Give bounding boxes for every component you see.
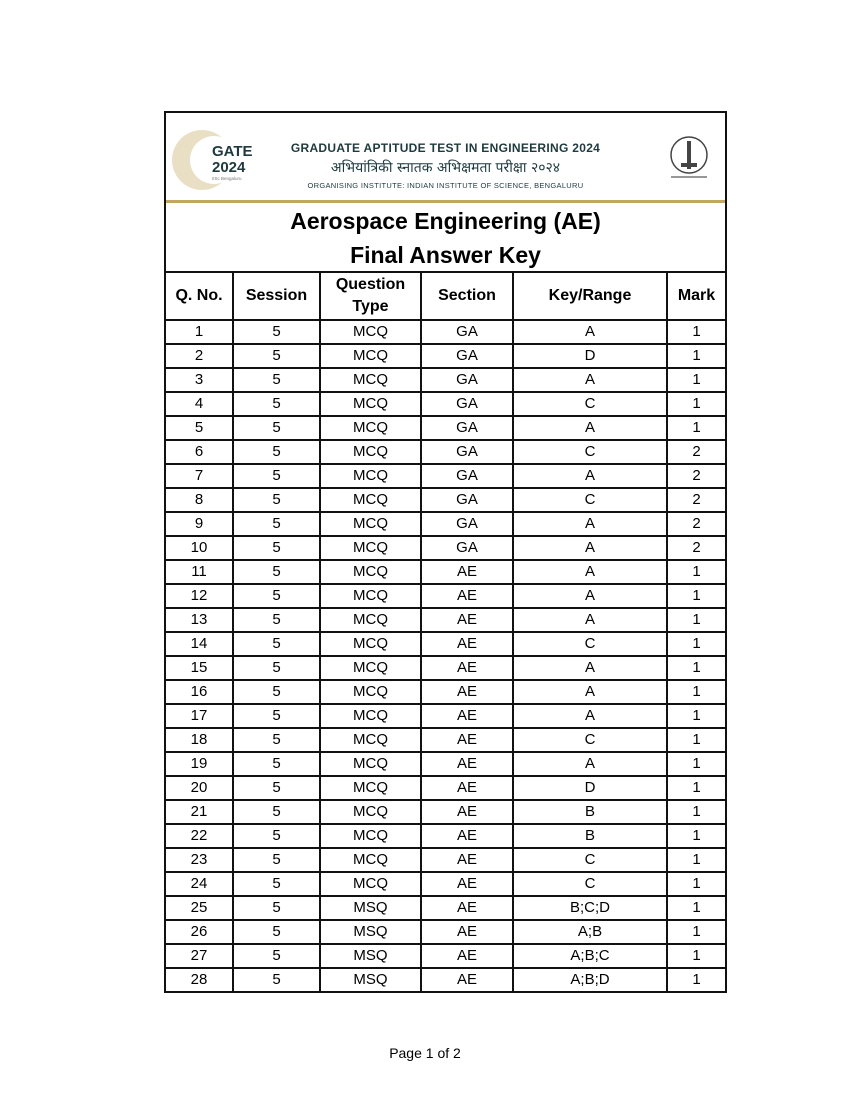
iisc-emblem-icon	[663, 133, 715, 183]
cell-qno: 28	[166, 968, 233, 991]
cell-mark: 1	[667, 704, 725, 728]
cell-section: AE	[421, 872, 513, 896]
cell-key-range: C	[513, 392, 667, 416]
cell-section: GA	[421, 512, 513, 536]
table-row	[166, 896, 725, 920]
cell-question-type: MCQ	[320, 776, 421, 800]
cell-question-type: MCQ	[320, 584, 421, 608]
cell-key-range: A	[513, 584, 667, 608]
cell-key-range: C	[513, 440, 667, 464]
cell-key-range: A	[513, 512, 667, 536]
cell-mark: 1	[667, 560, 725, 584]
cell-qno: 6	[166, 440, 233, 464]
table-row	[166, 848, 725, 872]
cell-session: 5	[233, 584, 320, 608]
table-row	[166, 416, 725, 440]
page-title	[166, 203, 725, 273]
cell-session: 5	[233, 320, 320, 344]
table-row	[166, 440, 725, 464]
cell-question-type: MCQ	[320, 848, 421, 872]
cell-session: 5	[233, 632, 320, 656]
cell-key-range: A;B	[513, 920, 667, 944]
cell-qno: 16	[166, 680, 233, 704]
cell-section: GA	[421, 368, 513, 392]
table-row	[166, 632, 725, 656]
cell-section: AE	[421, 800, 513, 824]
cell-mark: 1	[667, 632, 725, 656]
cell-question-type: MSQ	[320, 968, 421, 991]
cell-mark: 1	[667, 368, 725, 392]
cell-key-range: A	[513, 752, 667, 776]
cell-qno: 3	[166, 368, 233, 392]
cell-qno: 14	[166, 632, 233, 656]
table-row	[166, 920, 725, 944]
table-row	[166, 704, 725, 728]
cell-mark: 2	[667, 512, 725, 536]
table-row	[166, 344, 725, 368]
cell-qno: 8	[166, 488, 233, 512]
cell-mark: 1	[667, 416, 725, 440]
cell-qno: 20	[166, 776, 233, 800]
logo-subtext: IISc Bengaluru	[212, 176, 242, 181]
cell-session: 5	[233, 512, 320, 536]
cell-key-range: D	[513, 344, 667, 368]
cell-key-range: C	[513, 488, 667, 512]
cell-section: GA	[421, 464, 513, 488]
cell-question-type: MCQ	[320, 464, 421, 488]
cell-mark: 1	[667, 776, 725, 800]
cell-key-range: A	[513, 416, 667, 440]
cell-key-range: C	[513, 632, 667, 656]
answer-key-table	[166, 273, 725, 991]
cell-mark: 1	[667, 656, 725, 680]
table-row	[166, 800, 725, 824]
cell-qno: 13	[166, 608, 233, 632]
table-row	[166, 680, 725, 704]
cell-mark: 2	[667, 464, 725, 488]
header-section: Section	[421, 273, 513, 320]
table-row	[166, 320, 725, 344]
cell-qno: 22	[166, 824, 233, 848]
cell-question-type: MCQ	[320, 344, 421, 368]
cell-question-type: MCQ	[320, 392, 421, 416]
cell-session: 5	[233, 872, 320, 896]
cell-session: 5	[233, 608, 320, 632]
cell-key-range: A	[513, 320, 667, 344]
cell-qno: 24	[166, 872, 233, 896]
cell-mark: 2	[667, 536, 725, 560]
cell-session: 5	[233, 440, 320, 464]
cell-question-type: MCQ	[320, 680, 421, 704]
subject-title: Aerospace Engineering (AE)	[290, 208, 601, 234]
cell-section: AE	[421, 752, 513, 776]
cell-question-type: MCQ	[320, 824, 421, 848]
cell-key-range: A;B;C	[513, 944, 667, 968]
cell-question-type: MCQ	[320, 440, 421, 464]
cell-session: 5	[233, 464, 320, 488]
cell-qno: 15	[166, 656, 233, 680]
cell-question-type: MSQ	[320, 920, 421, 944]
banner-title-hindi: अभियांत्रिकी स्नातक अभिक्षमता परीक्षा २०२४	[330, 160, 561, 176]
cell-session: 5	[233, 488, 320, 512]
cell-question-type: MCQ	[320, 608, 421, 632]
banner-organiser: ORGANISING INSTITUTE: INDIAN INSTITUTE OF SCIENCE, BENGALURU	[307, 181, 584, 190]
logo-text-year: 2024	[212, 159, 246, 176]
table-row	[166, 872, 725, 896]
cell-question-type: MCQ	[320, 872, 421, 896]
cell-question-type: MCQ	[320, 656, 421, 680]
cell-section: AE	[421, 944, 513, 968]
cell-mark: 1	[667, 728, 725, 752]
cell-qno: 2	[166, 344, 233, 368]
cell-mark: 1	[667, 800, 725, 824]
table-row	[166, 560, 725, 584]
header-qno: Q. No.	[166, 273, 233, 320]
table-row	[166, 464, 725, 488]
cell-session: 5	[233, 896, 320, 920]
cell-section: AE	[421, 968, 513, 991]
table-header-row	[166, 273, 725, 320]
cell-session: 5	[233, 344, 320, 368]
cell-question-type: MCQ	[320, 560, 421, 584]
cell-session: 5	[233, 944, 320, 968]
table-row	[166, 944, 725, 968]
cell-qno: 17	[166, 704, 233, 728]
cell-mark: 1	[667, 920, 725, 944]
cell-section: AE	[421, 920, 513, 944]
cell-section: AE	[421, 608, 513, 632]
cell-section: GA	[421, 320, 513, 344]
cell-question-type: MCQ	[320, 512, 421, 536]
cell-section: AE	[421, 560, 513, 584]
cell-section: AE	[421, 704, 513, 728]
cell-section: GA	[421, 488, 513, 512]
cell-key-range: A	[513, 560, 667, 584]
header-key-range: Key/Range	[513, 273, 667, 320]
cell-section: GA	[421, 440, 513, 464]
banner-title: GRADUATE APTITUDE TEST IN ENGINEERING 2024	[290, 141, 601, 155]
cell-question-type: MCQ	[320, 728, 421, 752]
cell-question-type: MCQ	[320, 632, 421, 656]
cell-session: 5	[233, 560, 320, 584]
cell-session: 5	[233, 704, 320, 728]
cell-question-type: MCQ	[320, 800, 421, 824]
table-row	[166, 968, 725, 991]
cell-session: 5	[233, 752, 320, 776]
cell-section: AE	[421, 824, 513, 848]
cell-qno: 26	[166, 920, 233, 944]
cell-mark: 1	[667, 680, 725, 704]
cell-session: 5	[233, 968, 320, 991]
cell-question-type: MSQ	[320, 896, 421, 920]
cell-question-type: MCQ	[320, 536, 421, 560]
cell-key-range: D	[513, 776, 667, 800]
cell-qno: 21	[166, 800, 233, 824]
table-row	[166, 656, 725, 680]
cell-session: 5	[233, 824, 320, 848]
cell-mark: 1	[667, 944, 725, 968]
cell-key-range: B;C;D	[513, 896, 667, 920]
cell-mark: 1	[667, 344, 725, 368]
cell-question-type: MCQ	[320, 368, 421, 392]
cell-qno: 9	[166, 512, 233, 536]
header-mark: Mark	[667, 273, 725, 320]
cell-key-range: A	[513, 464, 667, 488]
cell-section: GA	[421, 416, 513, 440]
cell-session: 5	[233, 656, 320, 680]
cell-section: AE	[421, 680, 513, 704]
cell-mark: 1	[667, 824, 725, 848]
cell-qno: 12	[166, 584, 233, 608]
cell-mark: 1	[667, 584, 725, 608]
table-row	[166, 584, 725, 608]
answer-key-document	[164, 111, 727, 993]
cell-qno: 1	[166, 320, 233, 344]
cell-key-range: A	[513, 704, 667, 728]
table-row	[166, 608, 725, 632]
cell-qno: 19	[166, 752, 233, 776]
cell-mark: 1	[667, 320, 725, 344]
table-row	[166, 752, 725, 776]
header-session: Session	[233, 273, 320, 320]
cell-key-range: A	[513, 608, 667, 632]
gate-banner	[166, 113, 725, 203]
cell-session: 5	[233, 776, 320, 800]
cell-session: 5	[233, 536, 320, 560]
cell-mark: 1	[667, 752, 725, 776]
cell-session: 5	[233, 416, 320, 440]
cell-section: AE	[421, 632, 513, 656]
document-title: Final Answer Key	[350, 242, 541, 268]
cell-qno: 18	[166, 728, 233, 752]
cell-qno: 27	[166, 944, 233, 968]
cell-mark: 1	[667, 968, 725, 991]
cell-mark: 1	[667, 392, 725, 416]
table-row	[166, 392, 725, 416]
cell-key-range: C	[513, 848, 667, 872]
cell-key-range: B	[513, 824, 667, 848]
cell-key-range: A	[513, 656, 667, 680]
table-row	[166, 368, 725, 392]
cell-mark: 1	[667, 608, 725, 632]
cell-question-type: MCQ	[320, 320, 421, 344]
cell-qno: 23	[166, 848, 233, 872]
table-row	[166, 488, 725, 512]
cell-mark: 2	[667, 440, 725, 464]
cell-session: 5	[233, 368, 320, 392]
cell-section: AE	[421, 848, 513, 872]
cell-section: AE	[421, 776, 513, 800]
cell-qno: 4	[166, 392, 233, 416]
table-row	[166, 512, 725, 536]
cell-section: AE	[421, 896, 513, 920]
table-row	[166, 728, 725, 752]
cell-session: 5	[233, 800, 320, 824]
cell-key-range: C	[513, 728, 667, 752]
table-row	[166, 536, 725, 560]
cell-qno: 25	[166, 896, 233, 920]
cell-qno: 11	[166, 560, 233, 584]
cell-key-range: A	[513, 680, 667, 704]
page-number: Page 1 of 2	[389, 1045, 461, 1061]
cell-mark: 1	[667, 896, 725, 920]
cell-session: 5	[233, 680, 320, 704]
table-row	[166, 824, 725, 848]
table-row	[166, 776, 725, 800]
cell-question-type: MSQ	[320, 944, 421, 968]
cell-qno: 5	[166, 416, 233, 440]
cell-key-range: B	[513, 800, 667, 824]
cell-section: GA	[421, 392, 513, 416]
cell-question-type: MCQ	[320, 416, 421, 440]
cell-key-range: A;B;D	[513, 968, 667, 991]
cell-section: AE	[421, 728, 513, 752]
cell-qno: 7	[166, 464, 233, 488]
cell-mark: 2	[667, 488, 725, 512]
logo-text-gate: GATE	[212, 143, 253, 160]
cell-question-type: MCQ	[320, 704, 421, 728]
cell-mark: 1	[667, 872, 725, 896]
cell-key-range: A	[513, 536, 667, 560]
cell-qno: 10	[166, 536, 233, 560]
cell-section: AE	[421, 584, 513, 608]
cell-key-range: A	[513, 368, 667, 392]
cell-section: AE	[421, 656, 513, 680]
cell-session: 5	[233, 392, 320, 416]
cell-mark: 1	[667, 848, 725, 872]
cell-session: 5	[233, 848, 320, 872]
cell-key-range: C	[513, 872, 667, 896]
header-question-type: Question Type	[320, 273, 421, 320]
cell-session: 5	[233, 728, 320, 752]
cell-question-type: MCQ	[320, 752, 421, 776]
cell-session: 5	[233, 920, 320, 944]
cell-section: GA	[421, 344, 513, 368]
cell-section: GA	[421, 536, 513, 560]
cell-question-type: MCQ	[320, 488, 421, 512]
